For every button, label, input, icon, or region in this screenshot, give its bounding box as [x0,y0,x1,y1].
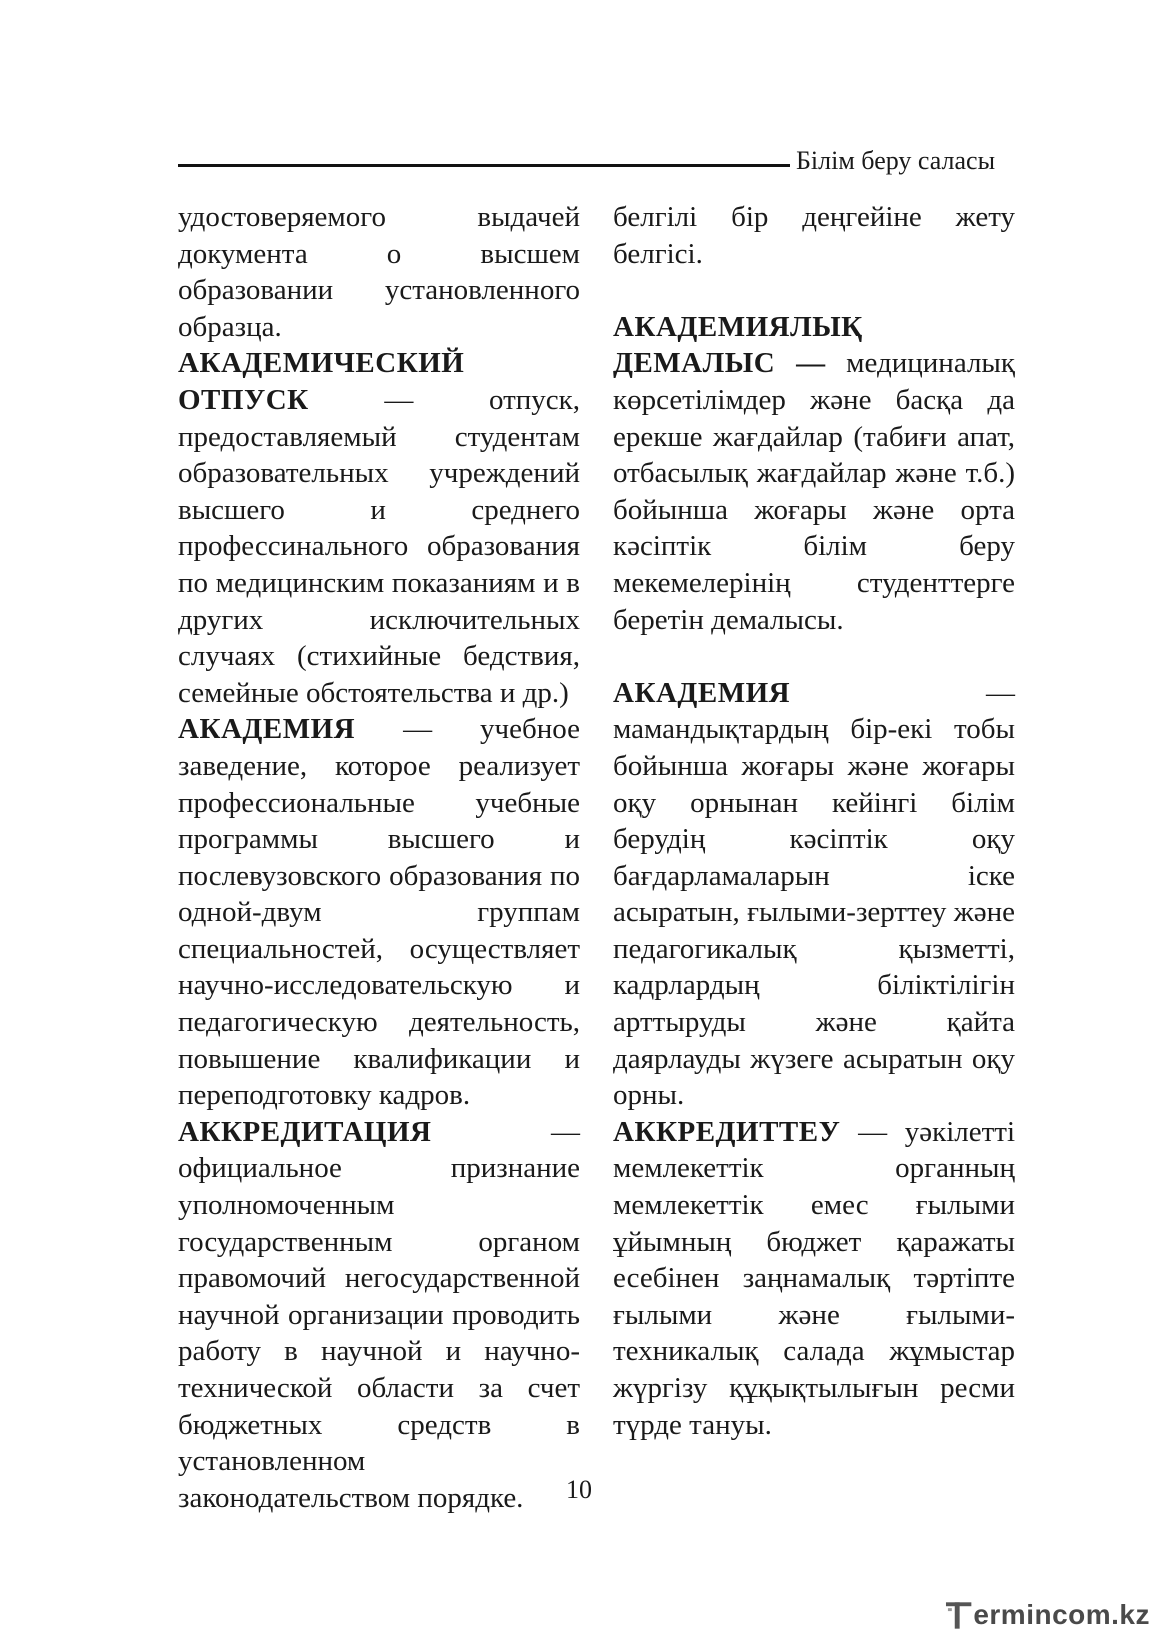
continued-paragraph: удостоверяемого выдачей документа о высшем образовании установленного образца. [178,201,580,343]
running-header-title: Білім беру саласы [796,146,996,175]
entry-definition: медициналық көрсетілімдер және басқа да ерекше жағдайлар (табиғи апат, отбасылық жағдайлар және т.б.) бойынша жоғары және орта кәсіптік білім беру мекемелерінің студенттерге беретін демалысы. [613,347,1015,636]
entry-term: АКАДЕМИЯ [178,713,356,746]
entry-term: АКАДЕМИЧЕСКИЙ ОТПУСК [178,347,465,416]
t-letter-logo-icon [945,1599,972,1631]
entry-definition: — учебное заведение, которое реализует профессиональные учебные программы высшего и послевузовского образования по одной-двум группам специальностей, осуществляет научно-исследовательскую и педагогическую деятельность, повышение квалификации и переподготовку кадров. [178,713,580,1112]
continued-paragraph: белгілі бір деңгейіне жету белгісі. [613,201,1015,270]
right-column-kazakh [613,199,1015,1443]
page-number: 10 [566,1475,592,1504]
header-rule [178,164,790,167]
watermark [945,1593,1150,1637]
watermark-text: ermincom.kz [973,1599,1150,1630]
entry-definition: — мамандықтардың бір-екі тобы бойынша жоғары және жоғары оқу орнынан кейінгі білім берудің кәсіптік оқу бағдарламаларын іске асыратын, ғылыми-зерттеу және педагогикалық қызметті, кадрлардың біліктілігін арттыруды және қайта даярлауды жүзеге асыратын оқу орны. [613,676,1015,1112]
entry-academic-leave-kz [613,309,1015,638]
paragraph-gap [613,272,1015,309]
entry-definition: — уәкілетті мемлекеттік органның мемлекеттік емес ғылыми ұйымның бюджет қаражаты есебінен заңнамалық тәртіпте ғылыми және ғылыми-техникалық салада жұмыстар жүргізу құқықтылығын ресми түрде тануы. [613,1115,1015,1441]
paragraph-gap [613,638,1015,675]
entry-term: АКАДЕМИЯ [613,676,791,709]
entry-accreditation-kz [613,1114,1015,1443]
entry-definition: — отпуск, предоставляемый студентам образовательных учреждений высшего и среднего профессинального образования по медицинским показаниям и в других исключительных случаях (стихийные бедствия, семейные обстоятельства и др.) [178,383,580,709]
entry-term: АККРЕДИТАЦИЯ [178,1115,432,1148]
entry-definition: — официальное признание уполномоченным государственным органом правомочий негосударственной научной организации проводить работу в научной и научно-технической области за счет бюджетных средств в установленном законодательством порядке. [178,1115,580,1514]
entry-accreditation [178,1114,580,1517]
entry-academic-leave [178,345,580,711]
entry-academy-kz [613,675,1015,1114]
entry-term: АККРЕДИТТЕУ [613,1115,841,1148]
entry-term: АКАДЕМИЯЛЫҚ ДЕМАЛЫС — [613,310,863,380]
left-column-russian [178,199,580,1516]
entry-academy [178,711,580,1114]
